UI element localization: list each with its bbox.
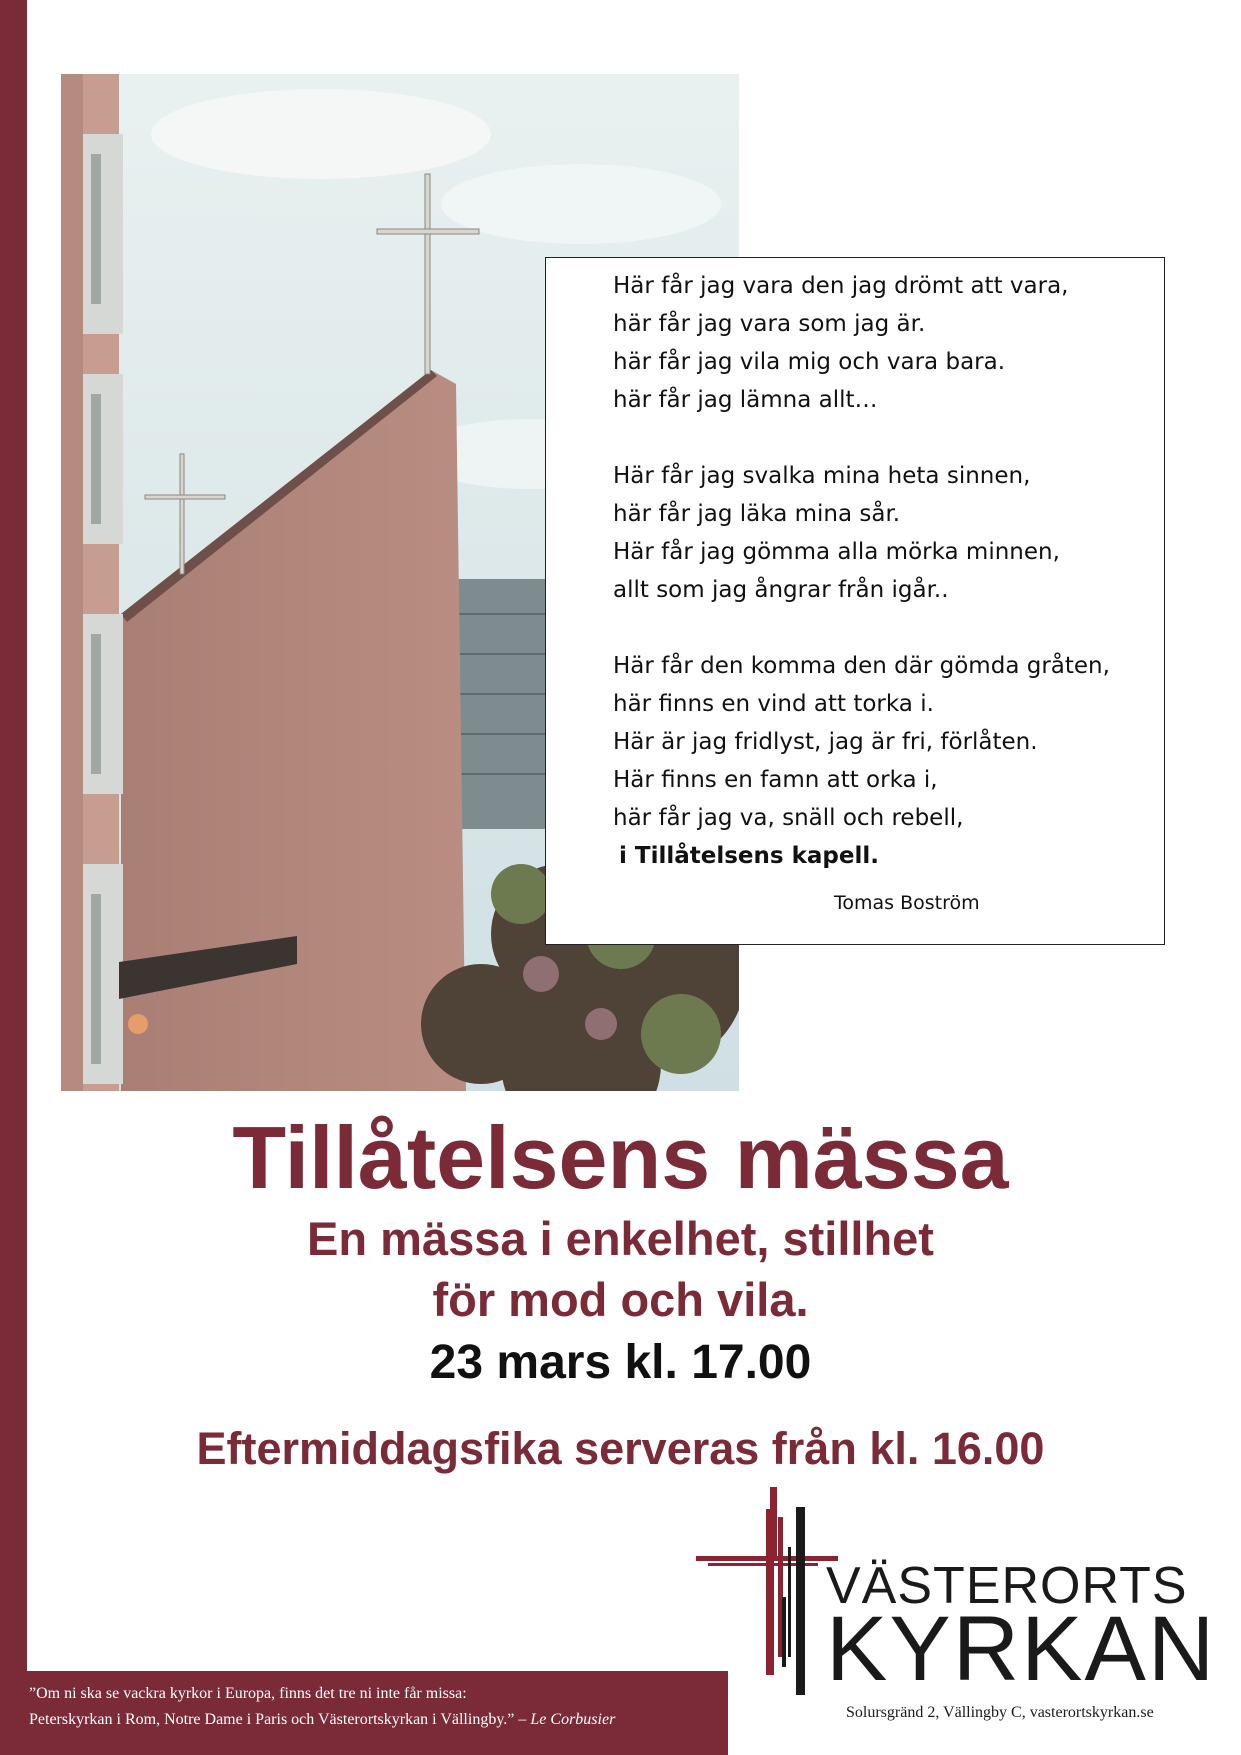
quote-line1: ”Om ni ska se vackra kyrkor i Europa, finns det tre ni inte får missa: — [29, 1685, 467, 1702]
poem-line: Här finns en famn att orka i, — [613, 767, 938, 793]
church-address: Solursgränd 2, Vällingby C, vasterortskyrkan.se — [846, 1704, 1154, 1721]
event-date: 23 mars kl. 17.00 — [429, 1336, 812, 1389]
poem-line: här får jag va, snäll och rebell, — [613, 805, 964, 831]
poem-author: Tomas Boström — [834, 892, 980, 914]
poem-line: Här får den komma den där gömda gråten, — [613, 653, 1110, 679]
logo-text-line2: KYRKAN — [826, 1598, 1217, 1700]
event-subtitle-line2: för mod och vila. — [432, 1273, 809, 1326]
quote-author: Le Corbusier — [530, 1711, 616, 1728]
church-cross-logo-icon — [696, 1487, 846, 1695]
poem-line: allt som jag ångrar från igår.. — [613, 577, 949, 603]
poem-line: Här får jag gömma alla mörka minnen, — [613, 539, 1060, 565]
poem-stanza-2 — [613, 457, 1060, 609]
poem-box — [545, 257, 1165, 945]
poem-closing-line: i Tillåtelsens kapell. — [619, 843, 879, 869]
logo-text-line1: VÄSTERORTS — [826, 1557, 1188, 1615]
quote-line2: Peterskyrkan i Rom, Notre Dame i Paris och Västerortskyrkan i Vällingby.” – — [29, 1711, 527, 1728]
poem-line: Här är jag fridlyst, jag är fri, förlåten. — [613, 729, 1038, 755]
quote-box — [0, 1671, 728, 1755]
poem-line: här finns en vind att torka i. — [613, 691, 934, 717]
poem-line: här får jag läka mina sår. — [613, 501, 901, 527]
poem-line: Här får jag vara den jag drömt att vara, — [613, 273, 1069, 299]
poem-line: här får jag vila mig och vara bara. — [613, 349, 1006, 375]
poem-stanza-3 — [613, 647, 1110, 875]
left-accent-bar — [0, 0, 27, 1755]
poem-line: här får jag vara som jag är. — [613, 311, 926, 337]
quote-text — [29, 1681, 615, 1733]
event-subtitle-line1: En mässa i enkelhet, stillhet — [307, 1212, 934, 1265]
poem-line: Här får jag svalka mina heta sinnen, — [613, 463, 1031, 489]
event-title: Tillåtelsens mässa — [232, 1108, 1009, 1207]
fika-notice: Eftermiddagsfika serveras från kl. 16.00 — [196, 1423, 1045, 1474]
poem-line: här får jag lämna allt… — [613, 387, 878, 413]
quote-line2-wrap — [29, 1707, 615, 1733]
poem-stanza-1 — [613, 267, 1068, 419]
